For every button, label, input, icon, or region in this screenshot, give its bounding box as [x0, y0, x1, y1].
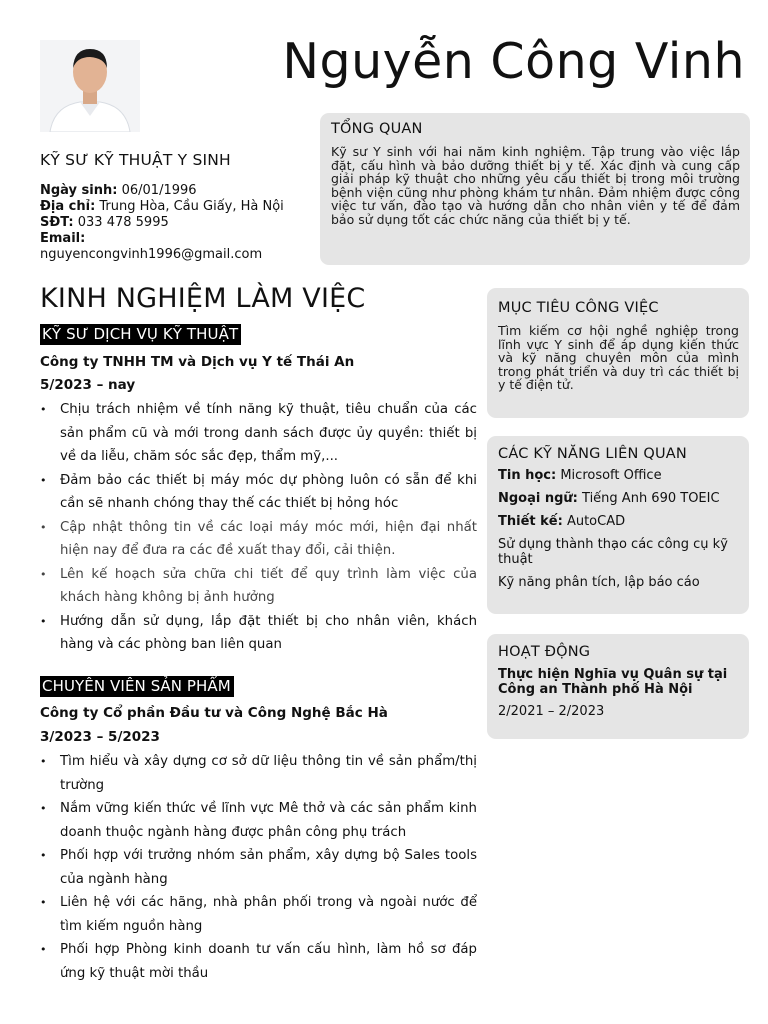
career-goal-title: MỤC TIÊU CÔNG VIỆC [498, 300, 659, 316]
skill-it [498, 468, 739, 483]
job-role: KỸ SƯ DỊCH VỤ KỸ THUẬT [40, 324, 241, 345]
skills-box [487, 436, 749, 614]
career-goal-text: Tìm kiếm cơ hội nghề nghiệp trong lĩnh vực Y sinh để áp dụng kiến thức và kỹ năng chuyên môn của mình trong phát triển và duy trì các thiết bị y tế điện tử. [498, 323, 739, 392]
overview-text: Kỹ sư Y sinh với hai năm kinh nghiệm. Tập trung vào việc lắp đặt, cấu hình và bảo dưỡng thiết bị y tế. Xác định và cung cấp giải pháp kỹ thuật cho những yêu cầu thiết bị trong môi trường bệnh viện cũng như phòng khám tư nhân. Đảm nhiệm được công việc tư vấn, đào tạo và hướng dẫn cho nhân viên y tế để đảm bảo sử dụng tốt các chức năng của thiết bị y tế. [331, 144, 740, 227]
phone-value: 033 478 5995 [77, 215, 169, 230]
phone-row [40, 215, 284, 231]
list-item: • Hướng dẫn sử dụng, lắp đặt thiết bị cho nhân viên, khách hàng và các phòng ban liên quan [40, 610, 477, 657]
job-dates: 5/2023 – nay [40, 377, 136, 393]
overview-title: TỔNG QUAN [331, 121, 423, 137]
list-item: • Phối hợp Phòng kinh doanh tư vấn cấu hình, làm hồ sơ đáp ứng kỹ thuật mời thầu [40, 938, 477, 985]
list-item: • Lên kế hoạch sửa chữa chi tiết để quy trình làm việc của khách hàng không bị ảnh hưởng [40, 563, 477, 610]
person-name: Nguyễn Công Vinh [282, 33, 745, 90]
portrait-icon [40, 40, 140, 132]
skill-design-label: Thiết kế: [498, 514, 563, 529]
email-row [40, 231, 284, 247]
job-bullets [40, 398, 477, 657]
skills-title: CÁC KỸ NĂNG LIÊN QUAN [498, 446, 687, 462]
skill-design-value: AutoCAD [566, 514, 626, 529]
activity-box [487, 634, 749, 739]
job-role: CHUYÊN VIÊN SẢN PHẨM [40, 676, 234, 697]
skill-language-value: Tiếng Anh 690 TOEIC [582, 491, 720, 506]
experience-title: KINH NGHIỆM LÀM VIỆC [40, 283, 366, 314]
email-value[interactable]: nguyencongvinh1996@gmail.com [40, 247, 263, 262]
list-item: • Tìm hiểu và xây dựng cơ sở dữ liệu thông tin về sản phẩm/thị trường [40, 750, 477, 797]
overview-box [320, 113, 750, 265]
job-title: KỸ SƯ KỸ THUẬT Y SINH [40, 151, 231, 169]
career-goal-box [487, 288, 749, 418]
job-bullets [40, 750, 477, 985]
skill-extra-2: Kỹ năng phân tích, lập báo cáo [498, 575, 700, 590]
activity-title: HOẠT ĐỘNG [498, 644, 591, 660]
address-label: Địa chỉ: [40, 199, 96, 214]
list-item: • Chịu trách nhiệm về tính năng kỹ thuật, tiêu chuẩn của các sản phẩm cũ và mới trong danh sách được ủy quyền: thiết bị về da liễu, chăm sóc sắc đẹp, thẩm mỹ,... [40, 398, 477, 469]
list-item: • Nắm vững kiến thức về lĩnh vực Mê thở và các sản phẩm kinh doanh thuộc ngành hàng được phân công phụ trách [40, 797, 477, 844]
job-dates: 3/2023 – 5/2023 [40, 729, 160, 745]
phone-label: SĐT: [40, 215, 74, 230]
profile-photo [40, 40, 140, 132]
contact-info [40, 183, 284, 263]
job-company: Công ty TNHH TM và Dịch vụ Y tế Thái An [40, 354, 355, 370]
list-item: • Đảm bảo các thiết bị máy móc dự phòng luôn có sẵn để khi cần sẽ nhanh chóng thay thế các thiết bị hỏng hóc [40, 469, 477, 516]
address-row [40, 199, 284, 215]
address-value: Trung Hòa, Cầu Giấy, Hà Nội [99, 199, 284, 214]
skill-language-label: Ngoại ngữ: [498, 491, 578, 506]
skill-design [498, 514, 739, 529]
email-label: Email: [40, 231, 86, 246]
birth-label: Ngày sinh: [40, 183, 118, 198]
skill-extra-1: Sử dụng thành thạo các công cụ kỹ thuật [498, 537, 728, 567]
activity-date: 2/2021 – 2/2023 [498, 704, 605, 719]
list-item: • Phối hợp với trưởng nhóm sản phẩm, xây dựng bộ Sales tools của ngành hàng [40, 844, 477, 891]
activity-name: Thực hiện Nghĩa vụ Quân sự tại Công an Thành phố Hà Nội [498, 667, 728, 697]
job-company: Công ty Cổ phần Đầu tư và Công Nghệ Bắc Hà [40, 705, 388, 721]
list-item: • Cập nhật thông tin về các loại máy móc mới, hiện đại nhất hiện nay để đưa ra các đề xuất thay đổi, cải thiện. [40, 516, 477, 563]
list-item: • Liên hệ với các hãng, nhà phân phối trong và ngoài nước để tìm kiếm nguồn hàng [40, 891, 477, 938]
skill-language [498, 491, 739, 506]
skill-it-value: Microsoft Office [560, 468, 662, 483]
skill-it-label: Tin học: [498, 468, 557, 483]
birth-row [40, 183, 284, 199]
birth-value: 06/01/1996 [121, 183, 197, 198]
